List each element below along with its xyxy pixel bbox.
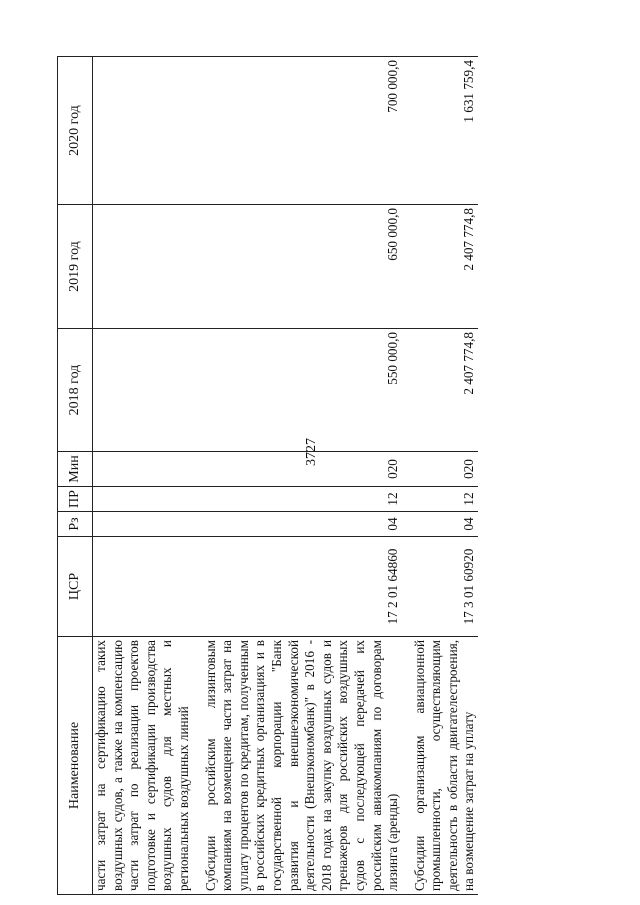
table-row bbox=[402, 57, 478, 895]
row-value-2019 bbox=[93, 205, 193, 329]
header-rz: Рз bbox=[58, 512, 93, 537]
table-row bbox=[193, 57, 402, 895]
row-rz: 04 bbox=[193, 512, 402, 537]
header-2018: 2018 год bbox=[58, 329, 93, 452]
row-pr: 12 bbox=[402, 487, 478, 512]
row-min: 020 bbox=[402, 452, 478, 487]
row-value-2019: 2 407 774,8 bbox=[402, 205, 478, 329]
header-pr: ПР bbox=[58, 487, 93, 512]
row-rz: 04 bbox=[402, 512, 478, 537]
row-value-2020: 1 631 759,4 bbox=[402, 57, 478, 205]
row-value-2020: 700 000,0 bbox=[193, 57, 402, 205]
row-csr: 17 2 01 64860 bbox=[193, 537, 402, 637]
row-value-2018: 2 407 774,8 bbox=[402, 329, 478, 452]
row-name: Субсидии организациям авиационной промышленности, осуществляющим деятельность в области двигателестроения, на возмещение затрат на уплату bbox=[402, 637, 478, 895]
row-value-2020 bbox=[93, 57, 193, 205]
header-name: Наименование bbox=[58, 637, 93, 895]
budget-table bbox=[57, 56, 478, 895]
row-value-2018 bbox=[93, 329, 193, 452]
row-rz bbox=[93, 512, 193, 537]
header-2020: 2020 год bbox=[58, 57, 93, 205]
row-min: 020 bbox=[193, 452, 402, 487]
row-min bbox=[93, 452, 193, 487]
table-row bbox=[93, 57, 193, 895]
row-csr bbox=[93, 537, 193, 637]
page-number: 3727 bbox=[304, 438, 319, 466]
header-2019: 2019 год bbox=[58, 205, 93, 329]
row-value-2018: 550 000,0 bbox=[193, 329, 402, 452]
row-pr bbox=[93, 487, 193, 512]
header-csr: ЦСР bbox=[58, 537, 93, 637]
row-pr: 12 bbox=[193, 487, 402, 512]
table-header-row bbox=[58, 57, 93, 895]
header-min: Мин bbox=[58, 452, 93, 487]
row-value-2019: 650 000,0 bbox=[193, 205, 402, 329]
row-name: части затрат на сертификацию таких воздушных судов, а также на компенсацию части затрат по реализации проектов подготовке и сертификации производства воздушных судов для местных и региональных воздушных линий bbox=[93, 637, 193, 895]
row-csr: 17 3 01 60920 bbox=[402, 537, 478, 637]
rotated-page-body bbox=[57, 57, 622, 895]
row-name: Субсидии российским лизинговым компаниям на возмещение части затрат на уплату процентов по кредитам, полученным в российских кредитных организациях и в государственной корпорации "Банк развития и внешнеэкономической деятельности (Внешэкономбанк)" в 2016 - 2018 годах на закупку воздушных судов и тренажеров для российских воздушных судов с последующей передачей их российским авиакомпаниям по договорам лизинга (аренды) bbox=[193, 637, 402, 895]
